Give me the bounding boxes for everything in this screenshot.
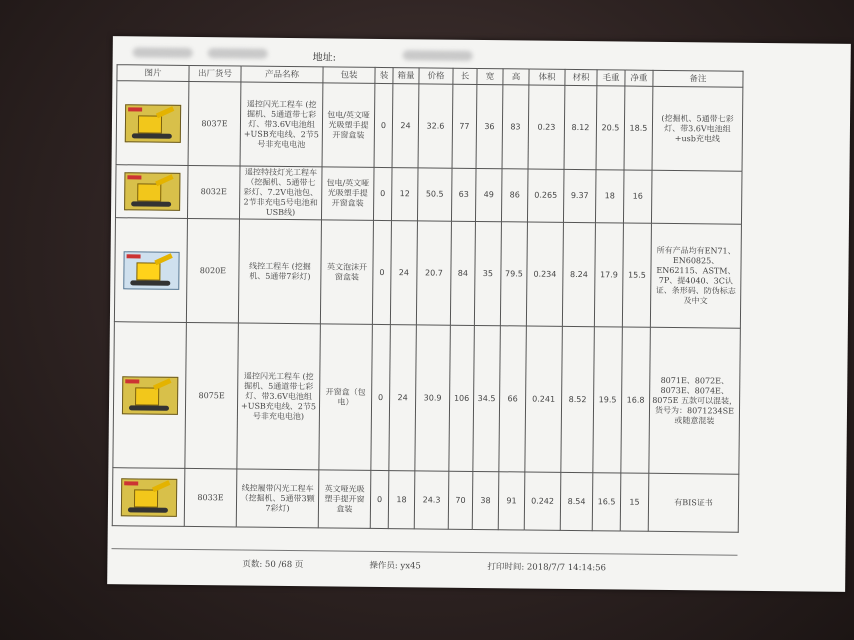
product-table	[112, 64, 744, 533]
cell-pcs: 0	[370, 470, 389, 528]
cell-price: 32.6	[418, 84, 453, 168]
cell-vol: 0.265	[527, 169, 564, 222]
column-header: 产品名称	[241, 66, 323, 83]
product-image-cell	[115, 165, 188, 219]
cell-name: 线控工程车 (挖掘机、5通带7彩灯)	[238, 219, 321, 324]
sheet-footer	[107, 554, 845, 582]
column-header: 毛重	[597, 70, 625, 86]
cell-l: 84	[450, 221, 475, 325]
table-row	[112, 468, 739, 533]
cell-l: 77	[452, 84, 477, 168]
cell-qty: 24	[390, 221, 417, 325]
redacted-customer	[133, 47, 193, 58]
page-count: 页数: 50 /68 页	[242, 559, 304, 571]
cell-l: 70	[448, 471, 473, 529]
cell-h: 66	[499, 326, 527, 472]
product-image-cell	[112, 468, 185, 527]
column-header: 材积	[565, 69, 597, 85]
cell-note: 有BIS证书	[648, 473, 739, 532]
cell-pcs: 0	[372, 220, 391, 324]
column-header: 长	[453, 68, 477, 84]
cell-h: 83	[502, 85, 529, 169]
cell-w: 38	[472, 471, 499, 529]
column-header: 宽	[477, 68, 503, 84]
table-row	[114, 218, 741, 329]
column-header: 箱量	[393, 68, 419, 84]
cell-code: 8033E	[184, 468, 237, 527]
cell-pcs: 0	[371, 324, 391, 470]
cell-pack: 英文哑光吸塑手提开窗盒装	[318, 470, 371, 529]
cell-w: 34.5	[473, 325, 501, 471]
cell-pcs: 0	[373, 167, 392, 220]
cell-name: 遥控闪光工程车 (挖掘机、5通道带七彩灯、带3.6V电池组+USB充电线、2节5号非充电电池)	[237, 323, 321, 470]
cell-code: 8075E	[185, 322, 239, 469]
cell-gw: 16.5	[592, 473, 621, 531]
cell-l: 106	[449, 325, 475, 471]
cell-code: 8037E	[188, 81, 241, 166]
cell-h: 91	[498, 472, 525, 530]
cell-nw: 15.5	[622, 223, 651, 327]
redacted-field	[208, 48, 268, 59]
cell-h: 86	[501, 169, 528, 222]
cell-pack: 包电/英文哑光吸塑手提开窗盒装	[321, 167, 374, 221]
redacted-address	[403, 50, 473, 61]
cell-w: 36	[476, 84, 503, 168]
cell-price: 20.7	[416, 221, 451, 325]
cell-nw: 16.8	[621, 327, 651, 473]
cell-pack: 英文泡沫开窗盒装	[320, 220, 373, 325]
product-image-cell	[116, 81, 189, 166]
cell-cbf: 8.12	[564, 85, 597, 169]
cell-gw: 18	[595, 170, 624, 223]
cell-code: 8020E	[186, 218, 239, 323]
cell-cbf: 8.24	[562, 222, 595, 326]
product-image-cell	[114, 218, 187, 323]
excavator-toy-set-icon	[121, 376, 177, 415]
cell-name: 遥控闪光工程车 (挖掘机、5通道带七彩灯、带3.6V电池组+USB充电线、2节5号非充电电池	[240, 82, 323, 167]
cell-nw: 15	[620, 473, 649, 531]
excavator-toy-box-icon	[124, 104, 180, 143]
product-image-cell	[113, 322, 187, 469]
address-label: 地址:	[312, 52, 337, 64]
cell-note: (挖掘机、5通带七彩灯、带3.6V电池组+usb充电线	[652, 86, 743, 171]
cell-vol: 0.23	[528, 85, 565, 169]
cell-l: 63	[451, 168, 476, 221]
operator: 操作员: yx45	[369, 560, 421, 572]
column-header: 体积	[529, 69, 565, 85]
cell-cbf: 9.37	[563, 169, 596, 222]
cell-cbf: 8.52	[561, 326, 595, 472]
cell-name: 线控履带闪光工程车（挖掘机、5通带3颗7彩灯)	[236, 469, 319, 528]
cell-gw: 20.5	[596, 86, 625, 170]
cell-qty: 24	[389, 325, 417, 471]
excavator-toy-box-icon	[120, 478, 176, 517]
cell-qty: 18	[388, 471, 415, 529]
print-time: 打印时间: 2018/7/7 14:14:56	[487, 562, 607, 574]
cell-gw: 17.9	[594, 223, 623, 327]
cell-vol: 0.234	[526, 222, 563, 326]
column-header: 出厂货号	[189, 65, 241, 82]
cell-price: 24.3	[414, 471, 449, 529]
cell-pcs: 0	[374, 83, 393, 167]
column-header: 价格	[419, 68, 453, 84]
cell-cbf: 8.54	[560, 472, 593, 530]
cell-note: 8071E、8072E、8073E、8074E、8075E 五款可以混装，货号为：8071234SE 或随意混装	[649, 327, 741, 474]
column-header: 备注	[653, 70, 743, 87]
excavator-toy-box-icon	[123, 251, 179, 290]
cell-pack: 开窗盒（包电）	[319, 324, 373, 471]
column-header: 图片	[117, 65, 189, 82]
table-row	[115, 165, 742, 225]
column-header: 高	[503, 69, 529, 85]
column-header: 装	[375, 67, 393, 83]
excavator-toy-box-icon	[124, 172, 180, 211]
printed-sheet	[107, 36, 851, 592]
cell-note	[651, 170, 742, 224]
cell-pack: 包电/英文哑光吸塑手提开窗盒装	[322, 83, 375, 168]
cell-w: 49	[475, 168, 502, 221]
cell-gw: 19.5	[593, 327, 623, 473]
cell-nw: 16	[623, 170, 652, 223]
cell-price: 30.9	[415, 325, 451, 471]
cell-note: 所有产品均有EN71、EN60825、EN62115、ASTM、7P、提4040、3C认证、条形码、防伪标志及中文	[650, 223, 741, 328]
cell-qty: 12	[391, 168, 418, 221]
cell-code: 8032E	[187, 165, 240, 219]
column-header: 包装	[323, 67, 375, 84]
cell-h: 79.5	[500, 222, 527, 326]
cell-vol: 0.241	[525, 326, 563, 472]
column-header: 净重	[625, 70, 653, 86]
cell-vol: 0.242	[524, 472, 561, 530]
cell-qty: 24	[392, 84, 419, 168]
cell-nw: 18.5	[624, 86, 653, 170]
table-row	[113, 322, 740, 475]
table-row	[116, 81, 743, 172]
cell-w: 35	[474, 221, 501, 325]
cell-price: 50.5	[417, 168, 452, 221]
cell-name: 遥控特技灯光工程车（挖掘机、5通带七彩灯、7.2V电池包、2节非充电5号电池和USB线)	[239, 166, 322, 220]
